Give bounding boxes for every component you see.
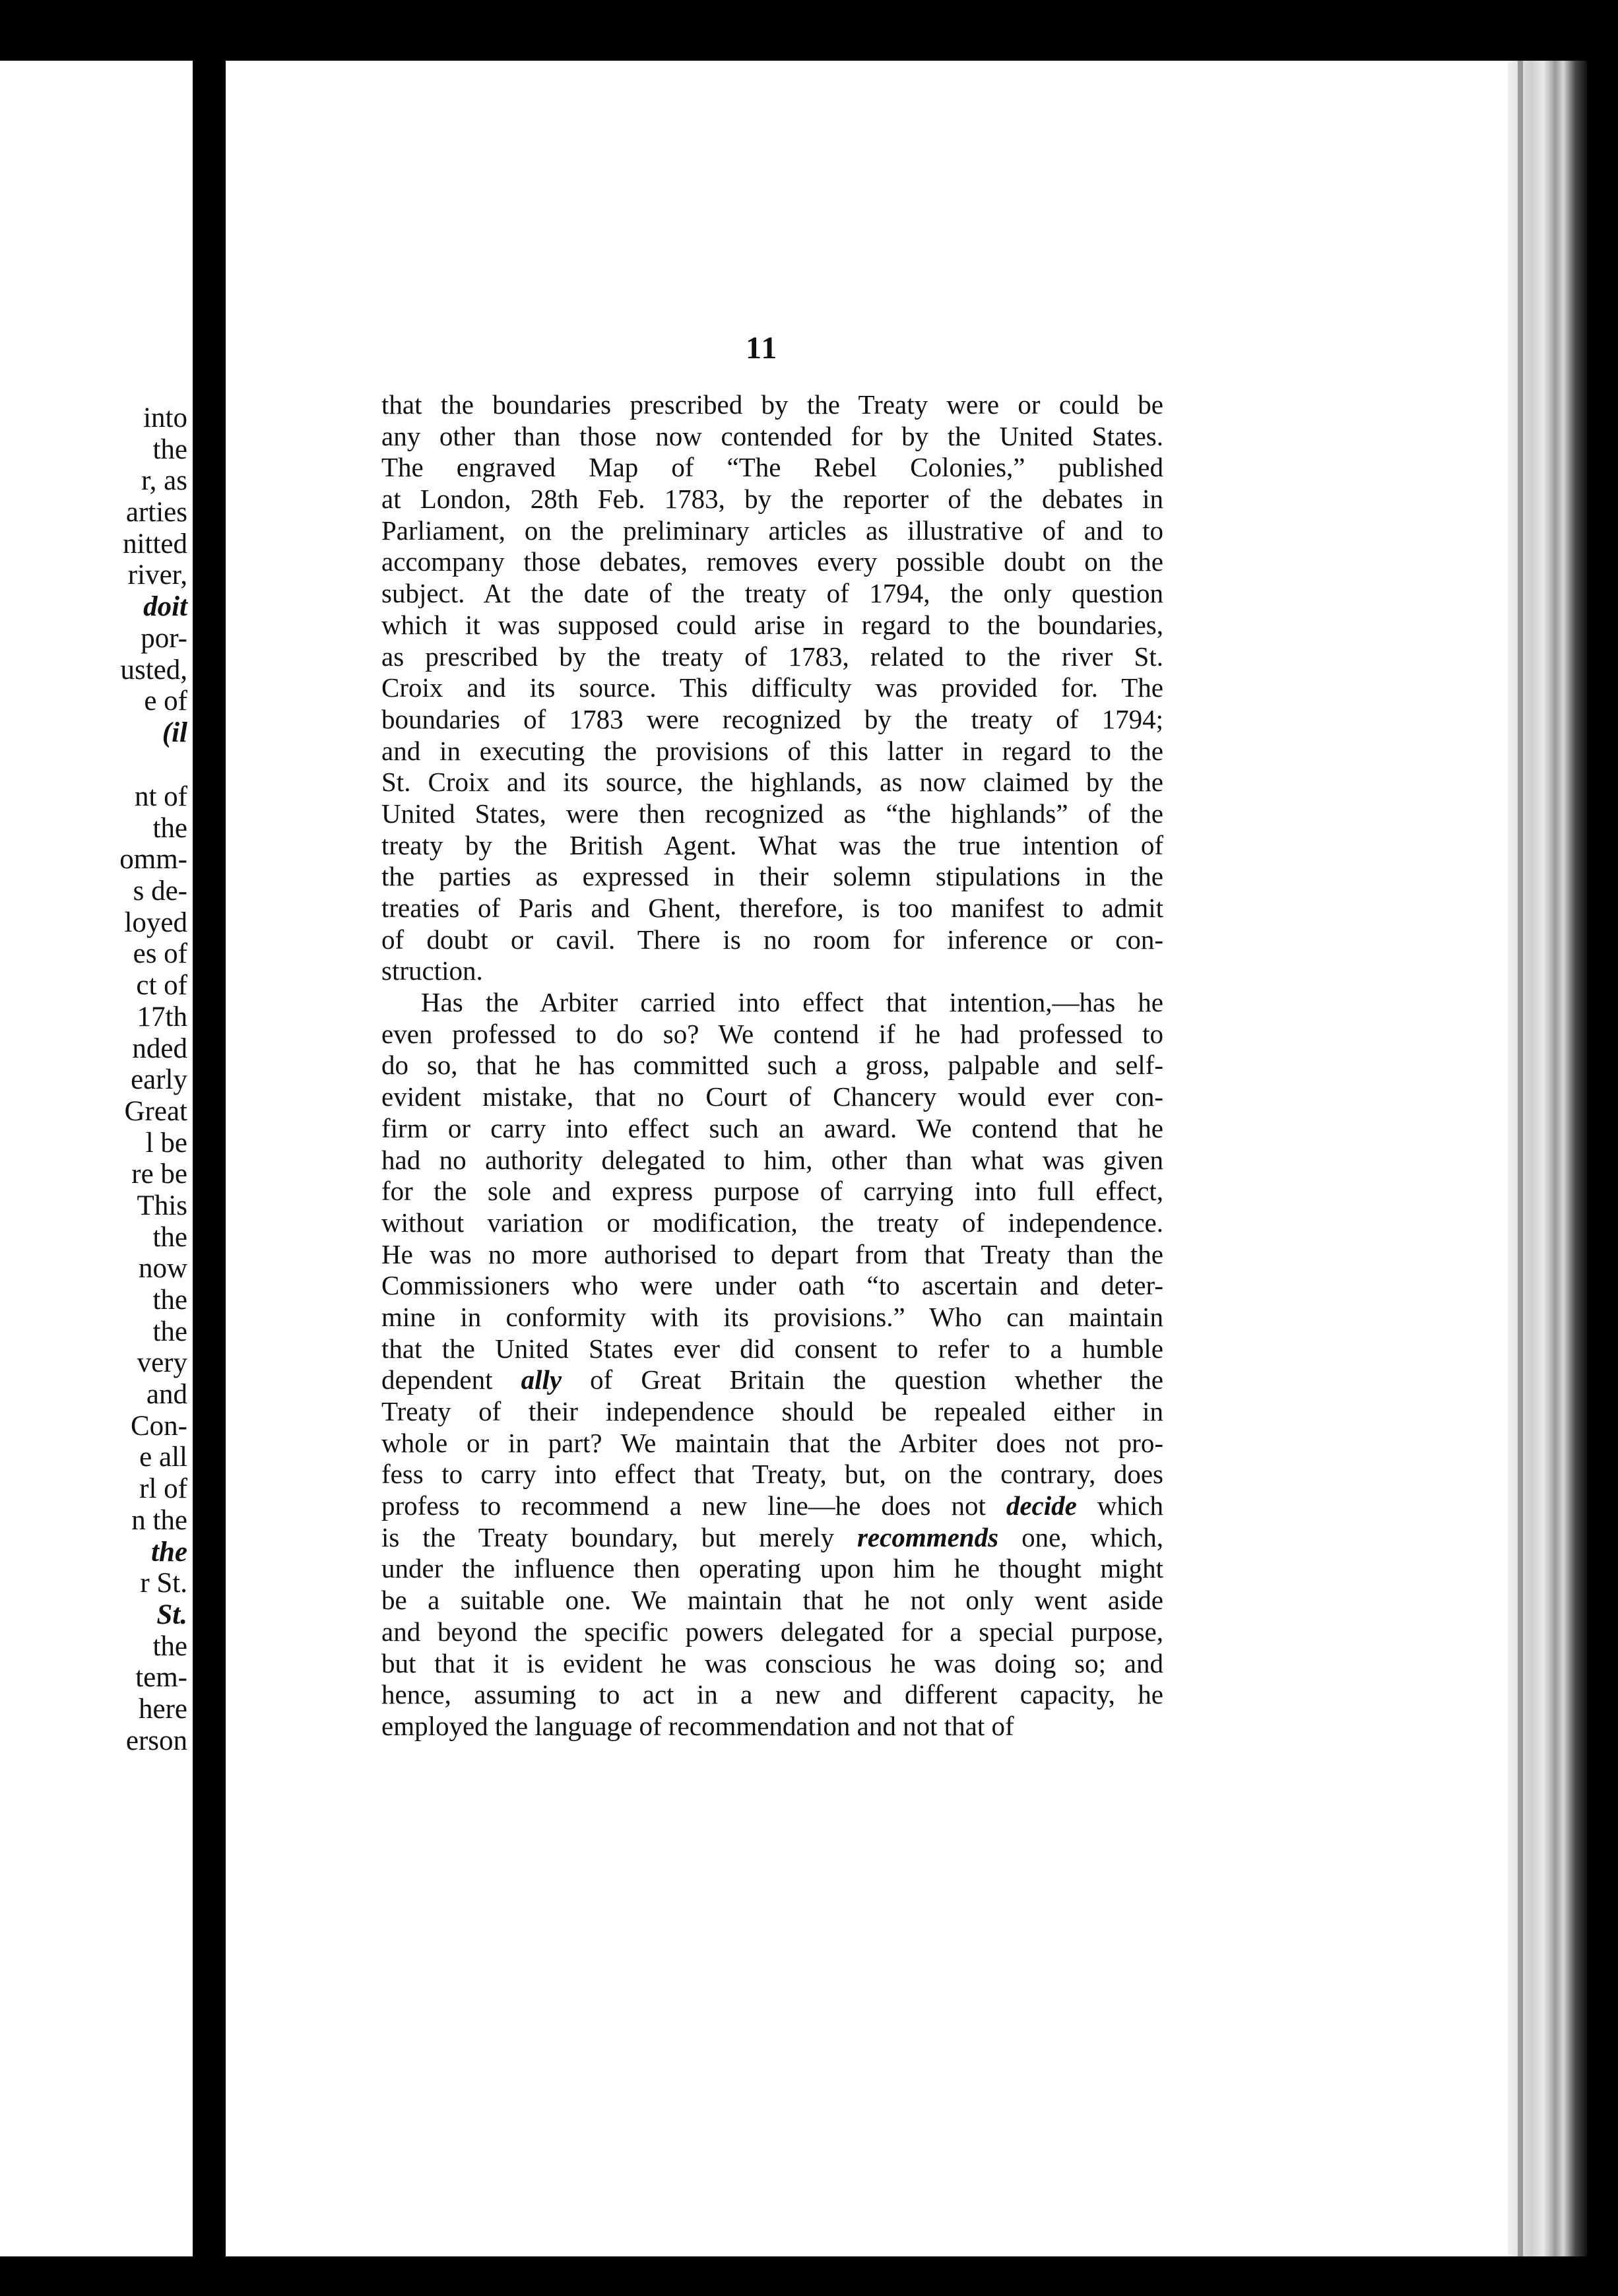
- body-text-line: fess to carry into effect that Treaty, but, on the contrary, does: [381, 1459, 1163, 1490]
- left-fragment-line: tem-: [135, 1662, 187, 1694]
- left-fragment-line: r, as: [141, 465, 187, 497]
- body-text-line: as prescribed by the treaty of 1783, related to the river St.: [381, 641, 1163, 672]
- left-fragment-line: 17th: [137, 1001, 187, 1033]
- body-text-line: and beyond the specific powers delegated for a special purpose,: [381, 1616, 1163, 1647]
- left-fragment-line: arties: [125, 497, 187, 528]
- left-fragment-line: the: [152, 1285, 187, 1316]
- left-fragment-line: Great: [124, 1095, 187, 1127]
- body-text-line: that the United States ever did consent to refer to a humble: [381, 1333, 1163, 1364]
- body-text-line: United States, were then recognized as “the highlands” of the: [381, 798, 1163, 829]
- body-text-line: the parties as expressed in their solemn stipulations in the: [381, 861, 1163, 892]
- left-page-fragment: [0, 61, 193, 2256]
- film-border-top: [0, 0, 1618, 61]
- left-fragment-line: erson: [125, 1725, 187, 1756]
- body-text-line: evident mistake, that no Court of Chancery would ever con-: [381, 1081, 1163, 1112]
- body-text-line: which it was supposed could arise in regard to the boundaries,: [381, 609, 1163, 640]
- left-fragment-line: (il: [162, 717, 187, 748]
- left-fragment-line: the: [152, 1221, 187, 1253]
- body-text-line: at London, 28th Feb. 1783, by the reporter of the debates in: [381, 484, 1163, 515]
- left-fragment-line: rl of: [139, 1473, 187, 1505]
- body-text-line: of doubt or cavil. There is no room for inference or con-: [381, 924, 1163, 955]
- body-text-line: employed the language of recommendation and not that of: [381, 1710, 1014, 1741]
- body-text-line: Croix and its source. This difficulty was provided for. The: [381, 672, 1163, 703]
- left-fragment-line: St.: [156, 1599, 187, 1630]
- body-text-line: had no authority delegated to him, other than what was given: [381, 1144, 1163, 1175]
- left-fragment-line: into: [143, 402, 187, 433]
- body-text-line: Parliament, on the preliminary articles as illustrative of and to: [381, 515, 1163, 546]
- body-text-line: that the boundaries prescribed by the Treaty were or could be: [381, 389, 1163, 420]
- left-fragment-line: nt of: [134, 781, 187, 812]
- left-fragment-line: n the: [131, 1504, 187, 1536]
- left-fragment-line: Con-: [131, 1410, 187, 1442]
- left-fragment-line: the: [152, 812, 187, 844]
- film-border-right: [1587, 0, 1618, 2296]
- left-fragment-line: the: [152, 1316, 187, 1347]
- left-fragment-line: the: [152, 433, 187, 465]
- body-text-line: St. Croix and its source, the highlands, as now claimed by the: [381, 767, 1163, 798]
- body-text-line: accompany those debates, removes every possible doubt on the: [381, 546, 1163, 577]
- body-text-line: firm or carry into effect such an award. We contend that he: [381, 1112, 1163, 1143]
- left-fragment-line: river,: [127, 559, 187, 591]
- body-text-line: without variation or modification, the treaty of independence.: [381, 1207, 1163, 1238]
- film-border-bottom: [0, 2256, 1618, 2296]
- body-text-line: Has the Arbiter carried into effect that intention,—has he: [421, 987, 1163, 1018]
- body-text-line: profess to recommend a new line—he does not decide which: [381, 1490, 1163, 1521]
- left-fragment-line: now: [138, 1253, 187, 1285]
- left-fragment-line: omm-: [119, 844, 187, 876]
- body-text-line: The engraved Map of “The Rebel Colonies,” published: [381, 452, 1163, 483]
- body-text-line: whole or in part? We maintain that the Arbiter does not pro-: [381, 1427, 1163, 1458]
- emphasized-word: ally: [521, 1364, 562, 1395]
- left-fragment-line: e all: [139, 1442, 187, 1473]
- body-text-line: do so, that he has committed such a gross, palpable and self-: [381, 1050, 1163, 1081]
- page-edge-shadow: [1518, 61, 1523, 2256]
- left-fragment-line: and: [146, 1379, 187, 1411]
- emphasized-word: decide: [1006, 1490, 1077, 1521]
- body-text-line: but that it is evident he was conscious he was doing so; and: [381, 1647, 1163, 1678]
- left-fragment-line: here: [139, 1693, 187, 1725]
- left-fragment-line: e of: [144, 686, 187, 717]
- left-page-text: [120, 402, 187, 749]
- left-fragment-line: very: [137, 1347, 187, 1379]
- body-text-line: even professed to do so? We contend if he had professed to: [381, 1018, 1163, 1049]
- page-gutter: [193, 0, 226, 2296]
- left-fragment-line: loyed: [124, 907, 187, 938]
- left-fragment-line: the: [151, 1536, 187, 1568]
- body-text-line: and in executing the provisions of this latter in regard to the: [381, 735, 1163, 766]
- body-text-line: for the sole and express purpose of carrying into full effect,: [381, 1176, 1163, 1207]
- left-fragment-line: es of: [133, 938, 187, 970]
- left-fragment-line: This: [137, 1190, 187, 1221]
- left-fragment-line: re be: [131, 1159, 187, 1190]
- left-fragment-line: usted,: [120, 654, 187, 686]
- body-text-line: struction.: [381, 955, 483, 986]
- body-text: [381, 389, 1163, 1742]
- body-text-line: be a suitable one. We maintain that he not only went aside: [381, 1585, 1163, 1616]
- left-fragment-line: the: [152, 1630, 187, 1662]
- left-fragment-line: ct of: [136, 970, 187, 1002]
- body-text-line: subject. At the date of the treaty of 1794, the only question: [381, 578, 1163, 609]
- body-text-line: boundaries of 1783 were recognized by the treaty of 1794;: [381, 703, 1163, 734]
- left-fragment-line: r St.: [140, 1568, 187, 1599]
- left-fragment-line: s de-: [133, 876, 187, 907]
- left-fragment-line: por-: [141, 622, 187, 654]
- body-text-line: Commissioners who were under oath “to ascertain and deter-: [381, 1270, 1163, 1301]
- page-number: 11: [746, 331, 779, 366]
- left-fragment-line: nitted: [123, 528, 187, 559]
- left-page-text: [119, 781, 187, 1756]
- body-text-line: any other than those now contended for by the United States.: [381, 420, 1163, 451]
- body-text-line: under the influence then operating upon him he thought might: [381, 1553, 1163, 1584]
- left-fragment-line: nded: [132, 1033, 187, 1064]
- left-fragment-line: early: [131, 1064, 187, 1096]
- body-text-line: dependent ally of Great Britain the question whether the: [381, 1364, 1163, 1395]
- body-text-line: mine in conformity with its provisions.” Who can maintain: [381, 1301, 1163, 1332]
- emphasized-word: recommends: [857, 1521, 999, 1552]
- body-text-line: hence, assuming to act in a new and different capacity, he: [381, 1679, 1163, 1710]
- body-text-line: treaty by the British Agent. What was the true intention of: [381, 829, 1163, 860]
- left-fragment-line: doit: [143, 591, 187, 623]
- left-fragment-line: l be: [145, 1127, 187, 1159]
- body-text-line: He was no more authorised to depart from that Treaty than the: [381, 1238, 1163, 1269]
- body-text-line: is the Treaty boundary, but merely recommends one, which,: [381, 1521, 1163, 1552]
- body-text-line: treaties of Paris and Ghent, therefore, is too manifest to admit: [381, 893, 1163, 923]
- body-text-line: Treaty of their independence should be repealed either in: [381, 1396, 1163, 1426]
